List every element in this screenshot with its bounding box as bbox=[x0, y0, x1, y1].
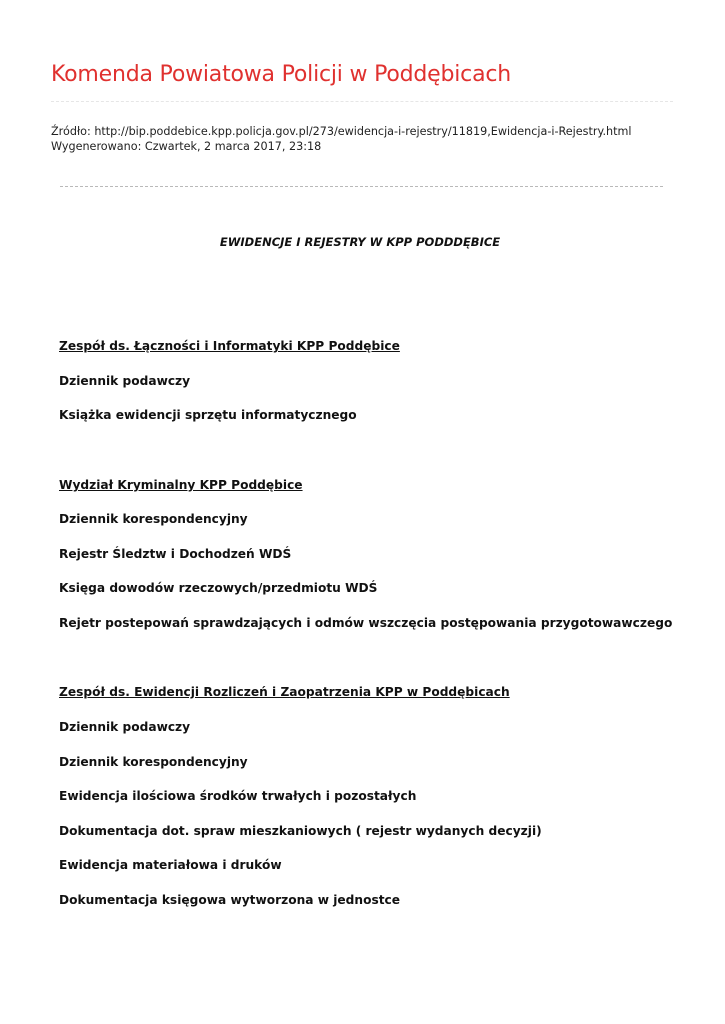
section-title-lacznosci: Zespół ds. Łączności i Informatyki KPP Poddębice bbox=[59, 339, 400, 353]
list-item: Dokumentacja dot. spraw mieszkaniowych ( rejestr wydanych decyzji) bbox=[59, 824, 542, 838]
list-item: Dziennik korespondencyjny bbox=[59, 755, 248, 769]
list-item: Księga dowodów rzeczowych/przedmiotu WDŚ bbox=[59, 581, 378, 595]
site-title: Komenda Powiatowa Policji w Poddębicach bbox=[51, 62, 511, 87]
document-heading: EWIDENCJE I REJESTRY W KPP PODDDĘBICE bbox=[219, 235, 501, 249]
list-item: Dokumentacja księgowa wytworzona w jednostce bbox=[59, 893, 401, 907]
list-item: Dziennik podawczy bbox=[59, 374, 191, 388]
section-title-zaopatrzenie: Zespół ds. Ewidencji Rozliczeń i Zaopatrzenia KPP w Poddębicach bbox=[59, 685, 510, 699]
content-divider bbox=[60, 186, 663, 187]
list-item: Rejetr postepowań sprawdzających i odmów wszczęcia postępowania przygotowawczego bbox=[59, 616, 673, 630]
list-item: Ewidencja ilościowa środków trwałych i pozostałych bbox=[59, 789, 417, 803]
list-item: Dziennik korespondencyjny bbox=[59, 512, 248, 526]
document-meta bbox=[51, 124, 632, 154]
generated-line: Wygenerowano: Czwartek, 2 marca 2017, 23:18 bbox=[51, 140, 322, 153]
list-item: Rejestr Śledztw i Dochodzeń WDŚ bbox=[59, 547, 292, 561]
list-item: Ewidencja materiałowa i druków bbox=[59, 858, 282, 872]
list-item: Książka ewidencji sprzętu informatycznego bbox=[59, 408, 357, 422]
title-divider bbox=[51, 101, 673, 102]
list-item: Dziennik podawczy bbox=[59, 720, 191, 734]
section-title-kryminalny: Wydział Kryminalny KPP Poddębice bbox=[59, 478, 303, 492]
source-line: Źródło: http://bip.poddebice.kpp.policja.gov.pl/273/ewidencja-i-rejestry/11819,Ewidencja-i-Rejestry.html bbox=[51, 125, 632, 138]
